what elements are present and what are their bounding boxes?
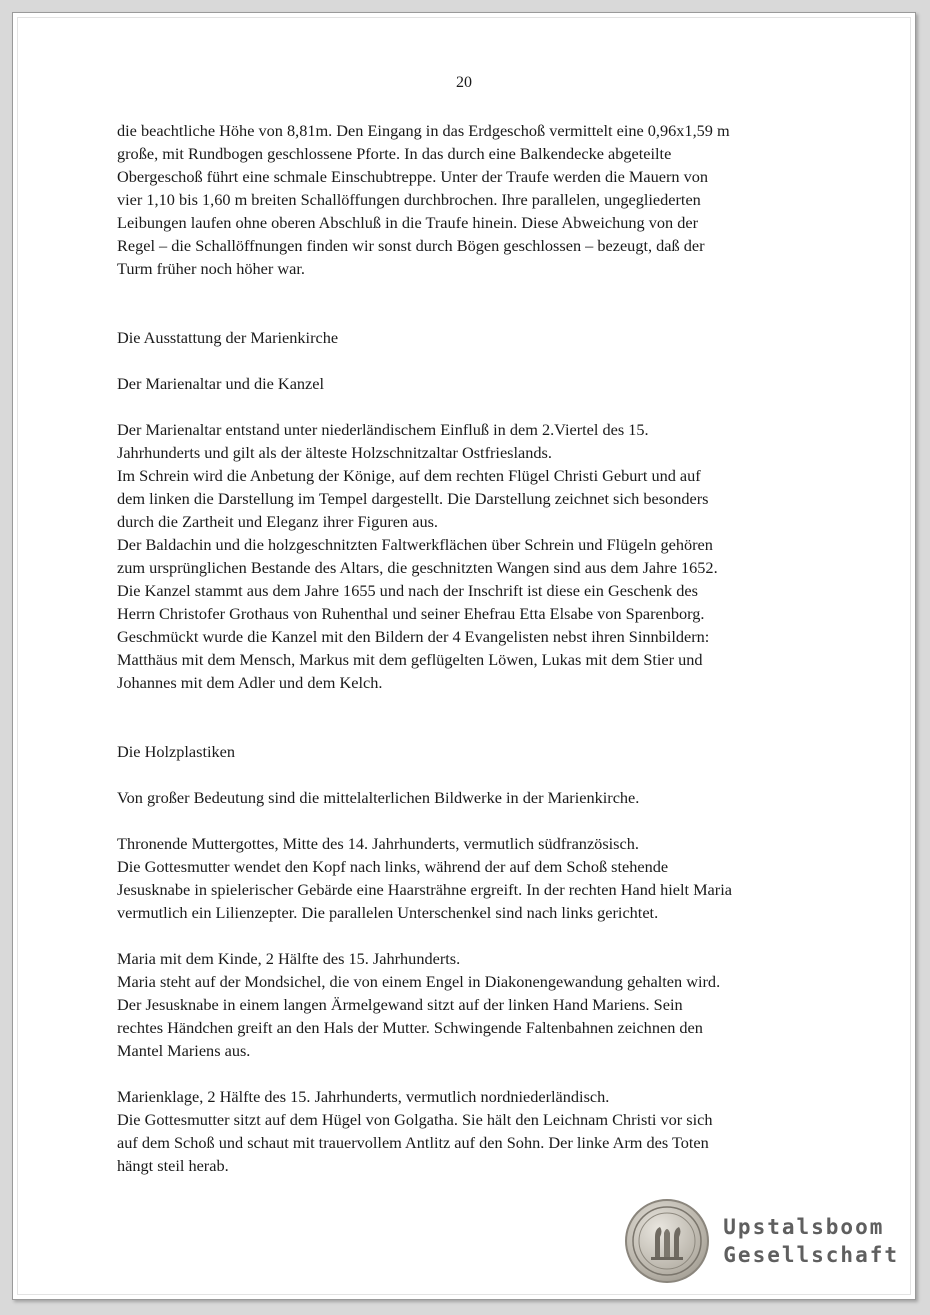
text-line: auf dem Schoß und schaut mit trauervollem Antlitz auf den Sohn. Der linke Arm des Toten (117, 1133, 709, 1152)
paragraph-spacer (117, 694, 817, 740)
text-line: vier 1,10 bis 1,60 m breiten Schallöffungen durchbrochen. Ihre parallelen, ungegliederten (117, 190, 701, 209)
text-line: Die Kanzel stammt aus dem Jahre 1655 und nach der Inschrift ist diese ein Geschenk des (117, 581, 698, 600)
brand-line-2: Gesellschaft (723, 1243, 899, 1267)
text-line: die beachtliche Höhe von 8,81m. Den Eingang in das Erdgeschoß vermittelt eine 0,96x1,59 m (117, 121, 730, 140)
section-heading: Der Marienaltar und die Kanzel (117, 374, 325, 393)
text-line: Matthäus mit dem Mensch, Markus mit dem geflügelten Löwen, Lukas mit dem Stier und (117, 650, 703, 669)
text-line: Jahrhunderts und gilt als der älteste Holzschnitzaltar Ostfrieslands. (117, 443, 552, 462)
section-heading: Die Ausstattung der Marienkirche (117, 328, 339, 347)
brand-line-1: Upstalsboom (723, 1215, 885, 1239)
text-line: Turm früher noch höher war. (117, 259, 305, 278)
paragraph (117, 1085, 817, 1177)
text-line: Jesusknabe in spielerischer Gebärde eine Haarsträhne ergreift. In der rechten Hand hielt Maria (117, 880, 732, 899)
footer-logo (625, 1199, 899, 1283)
text-line: Im Schrein wird die Anbetung der Könige, auf dem rechten Flügel Christi Geburt und auf (117, 466, 701, 485)
text-line: Marienklage, 2 Hälfte des 15. Jahrhunderts, vermutlich nordniederländisch. (117, 1087, 610, 1106)
paragraph-spacer (117, 809, 817, 832)
text-line: Herrn Christofer Grothaus von Ruhenthal und seiner Ehefrau Etta Elsabe von Sparenborg. (117, 604, 705, 623)
text-line: dem linken die Darstellung im Tempel dargestellt. Die Darstellung zeichnet sich besonders (117, 489, 709, 508)
text-line: Johannes mit dem Adler und dem Kelch. (117, 673, 383, 692)
seal-icon (625, 1199, 709, 1283)
text-line: Von großer Bedeutung sind die mittelalterlichen Bildwerke in der Marienkirche. (117, 788, 640, 807)
text-line: Die Gottesmutter wendet den Kopf nach links, während der auf dem Schoß stehende (117, 857, 669, 876)
paragraph (117, 119, 817, 280)
text-line: durch die Zartheit und Eleganz ihrer Figuren aus. (117, 512, 438, 531)
paragraph-spacer (117, 349, 817, 372)
text-line: zum ursprünglichen Bestande des Altars, die geschnitzten Wangen sind aus dem Jahre 1652. (117, 558, 718, 577)
paragraph (117, 786, 817, 809)
text-line: Leibungen laufen ohne oberen Abschluß in die Traufe hinein. Diese Abweichung von der (117, 213, 699, 232)
text-line: Regel – die Schallöffnungen finden wir sonst durch Bögen geschlossen – bezeugt, daß der (117, 236, 705, 255)
text-line: Mantel Mariens aus. (117, 1041, 251, 1060)
paragraph-spacer (117, 1062, 817, 1085)
text-line: Obergeschoß führt eine schmale Einschubtreppe. Unter der Traufe werden die Mauern von (117, 167, 709, 186)
paragraph (117, 947, 817, 1062)
text-line: Thronende Muttergottes, Mitte des 14. Jahrhunderts, vermutlich südfranzösisch. (117, 834, 639, 853)
text-line: Der Marienaltar entstand unter niederländischem Einfluß in dem 2.Viertel des 15. (117, 420, 649, 439)
paragraph-spacer (117, 763, 817, 786)
body-text (117, 119, 817, 1177)
text-line: vermutlich ein Lilienzepter. Die parallelen Unterschenkel sind nach links gerichtet. (117, 903, 659, 922)
paragraph-spacer (117, 924, 817, 947)
text-line: große, mit Rundbogen geschlossene Pforte. In das durch eine Balkendecke abgeteilte (117, 144, 672, 163)
paragraph (117, 832, 817, 924)
text-line: Maria steht auf der Mondsichel, die von einem Engel in Diakonengewandung gehalten wird. (117, 972, 721, 991)
brand-name (723, 1213, 899, 1269)
section-heading: Die Holzplastiken (117, 742, 236, 761)
text-line: Der Baldachin und die holzgeschnitzten Faltwerkflächen über Schrein und Flügeln gehören (117, 535, 713, 554)
text-line: hängt steil herab. (117, 1156, 229, 1175)
paragraph-spacer (117, 395, 817, 418)
text-line: Die Gottesmutter sitzt auf dem Hügel von Golgatha. Sie hält den Leichnam Christi vor sich (117, 1110, 713, 1129)
paragraph (117, 418, 817, 694)
paragraph-spacer (117, 280, 817, 326)
text-line: Maria mit dem Kinde, 2 Hälfte des 15. Jahrhunderts. (117, 949, 461, 968)
page-number: 20 (456, 74, 472, 91)
text-line: Der Jesusknabe in einem langen Ärmelgewand sitzt auf der linken Hand Mariens. Sein (117, 995, 683, 1014)
document-page (12, 12, 916, 1300)
text-line: Geschmückt wurde die Kanzel mit den Bildern der 4 Evangelisten nebst ihren Sinnbildern: (117, 627, 710, 646)
text-line: rechtes Händchen greift an den Hals der Mutter. Schwingende Faltenbahnen zeichnen den (117, 1018, 703, 1037)
